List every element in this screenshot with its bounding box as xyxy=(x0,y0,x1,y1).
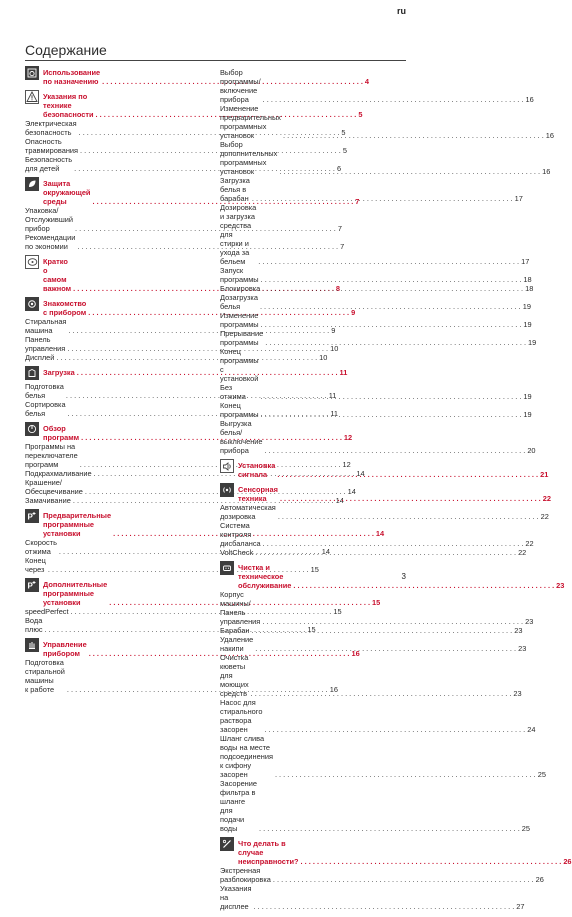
toc-entry-label: Шланг слива воды на месте подсоединения к сифону засорен xyxy=(220,734,273,779)
toc-entry xyxy=(220,626,523,635)
toc-entry-page: 7 xyxy=(355,197,360,206)
washing-machine-icon xyxy=(25,66,39,80)
toc-item xyxy=(25,206,342,233)
toc-entry xyxy=(220,68,534,104)
toc-entry-page: 10 xyxy=(330,344,339,353)
toc-entry-page: 11 xyxy=(339,368,348,377)
toc-entry-page: 7 xyxy=(337,224,342,233)
toc-entry-page: 14 xyxy=(321,547,330,556)
toc-entry-page: 19 xyxy=(523,320,532,329)
eco-leaf-icon xyxy=(25,177,39,191)
toc-item xyxy=(220,104,554,140)
toc-item xyxy=(220,503,549,521)
toc-entry-page: 26 xyxy=(563,857,572,866)
toc-entry-label: Удаление накипи xyxy=(220,635,254,653)
toc-entry-label: Указания по технике безопасности xyxy=(43,92,94,119)
toc-entry-page: 22 xyxy=(518,548,527,557)
toc-entry-label: Знакомство с прибором xyxy=(43,299,87,317)
toc-entry-page: 20 xyxy=(527,446,536,455)
toc-entry-label: Очистка кюветы для моющих средств xyxy=(220,653,249,698)
toc-item xyxy=(220,329,537,347)
toc-entry xyxy=(25,206,342,233)
toc-entry-page: 8 xyxy=(335,284,341,293)
toc-item xyxy=(25,137,347,155)
toc-item xyxy=(220,635,527,653)
dot-leader xyxy=(252,194,513,203)
svg-text:P: P xyxy=(27,512,33,522)
toc-entry-page: 23 xyxy=(518,644,527,653)
toc-entry-label: Стиральная машина xyxy=(25,317,67,335)
toc-entry xyxy=(220,734,546,779)
toc-entry-label: Барабан xyxy=(220,626,250,635)
toc-entry-page: 23 xyxy=(514,626,523,635)
toc-entry-label: Чистка и техническое обслуживание xyxy=(238,563,292,590)
toc-entry-label: Корпус машины/Панель управления xyxy=(220,590,261,626)
toc-entry-page: 21 xyxy=(540,470,549,479)
hand-control-icon xyxy=(25,638,39,652)
toc-entry-page: 9 xyxy=(351,308,356,317)
toc-entry xyxy=(25,233,345,251)
dot-leader xyxy=(260,302,521,311)
toc-entry-page: 12 xyxy=(342,460,351,469)
toc-entry xyxy=(220,590,534,626)
toc-entry xyxy=(25,496,344,505)
program-dial-icon xyxy=(25,422,39,436)
toc-entry xyxy=(220,503,549,521)
toc-entry-label: Панель управления xyxy=(25,335,66,353)
toc-item xyxy=(25,607,342,616)
toc-item xyxy=(220,419,536,455)
dot-leader xyxy=(261,320,522,329)
dot-leader xyxy=(262,617,523,626)
dot-leader xyxy=(251,626,512,635)
toc-item xyxy=(220,68,534,104)
toc-section-header xyxy=(220,461,549,479)
toc-item xyxy=(25,353,328,362)
toc-entry-page: 19 xyxy=(523,392,532,401)
toc-entry xyxy=(220,266,532,284)
toc-section-header xyxy=(25,368,348,382)
toc-entry-page: 18 xyxy=(525,284,534,293)
toc-entry xyxy=(25,556,319,574)
toc-entry-page: 18 xyxy=(523,275,532,284)
toc-entry xyxy=(220,635,527,653)
toc-entry-page: 14 xyxy=(335,496,344,505)
toc-entry-page: 23 xyxy=(556,581,565,590)
toc-entry-label: Безопасность для детей xyxy=(25,155,73,173)
toc-entry-page: 22 xyxy=(525,539,534,548)
toc-entry xyxy=(220,104,554,140)
language-code: ru xyxy=(397,6,406,16)
toc-entry-page: 17 xyxy=(521,257,530,266)
cleaning-sponge-icon xyxy=(220,561,234,575)
dot-leader xyxy=(264,725,525,734)
toc-entry-label: Насос для стирального раствора засорен xyxy=(220,698,263,734)
toc-entry-page: 7 xyxy=(340,242,345,251)
page-title: Содержание xyxy=(25,42,107,58)
laundry-load-icon xyxy=(25,366,39,380)
toc-entry-label: Предварительные программные установки xyxy=(43,511,112,538)
toc-entry-label: Прерывание программы xyxy=(220,329,264,347)
dot-leader xyxy=(301,857,562,866)
toc-entry-label: Выгрузка белья/выключение прибора xyxy=(220,419,263,455)
toc-item xyxy=(25,233,345,251)
toc-entry xyxy=(220,140,551,176)
toc-item xyxy=(220,590,534,626)
toc-item xyxy=(220,698,536,734)
sensor-icon xyxy=(220,483,234,497)
toc-entry xyxy=(220,866,544,884)
toc-entry-label: Сенсорная техника xyxy=(238,485,278,503)
toc-section-header xyxy=(220,485,551,503)
toc-item xyxy=(220,266,532,284)
toc-entry-label: Конец через xyxy=(25,556,46,574)
toc-item xyxy=(220,293,531,311)
toc-entry-page: 22 xyxy=(540,512,549,521)
toc-section-heading xyxy=(238,839,572,866)
toc-entry-label: Подкрахмаливание xyxy=(25,469,92,478)
toc-entry-page: 16 xyxy=(542,167,551,176)
toc-entry-label: VoltCheck xyxy=(220,548,254,557)
toc-entry-label: Управление прибором xyxy=(43,640,87,658)
toc-entry xyxy=(220,284,534,293)
toc-entry xyxy=(220,176,523,203)
toc-entry xyxy=(220,419,536,455)
toc-entry-label: Рекомендации по экономии xyxy=(25,233,76,251)
toc-item xyxy=(220,401,532,419)
toc-entry xyxy=(220,653,522,698)
toc-section-header xyxy=(25,580,381,607)
toc-entry xyxy=(220,329,537,347)
toc-entry-page: 5 xyxy=(342,146,347,155)
toc-section-header xyxy=(25,92,363,119)
toc-entry-label: Крашение/Обесцвечивание xyxy=(25,478,83,496)
toc-entry-page: 14 xyxy=(347,487,356,496)
toc-entry xyxy=(25,382,337,400)
toc-entry xyxy=(25,137,347,155)
toc-entry-page: 11 xyxy=(328,391,337,400)
dot-leader xyxy=(258,257,519,266)
toc-entry-label: Конец программы с установкой Без отжима xyxy=(220,347,259,401)
title-divider xyxy=(25,60,406,61)
toc-entry-label: Засорение фильтра в шланге для подачи воды xyxy=(220,779,258,833)
toc-section xyxy=(220,461,549,479)
toc-item xyxy=(220,626,523,635)
toc-section xyxy=(220,839,572,911)
toc-entry-label: Дополнительные программные установки xyxy=(43,580,108,607)
dot-leader xyxy=(259,824,520,833)
dot-leader xyxy=(275,770,536,779)
question-troubleshoot-icon xyxy=(220,837,234,851)
dot-leader xyxy=(263,95,524,104)
toc-entry-label: Электрическая безопасность xyxy=(25,119,77,137)
dot-leader xyxy=(293,581,554,590)
toc-entry-page: 15 xyxy=(310,565,319,574)
toc-entry-page: 16 xyxy=(329,685,338,694)
toc-entry-label: Подготовка белья xyxy=(25,382,64,400)
toc-item xyxy=(220,347,532,401)
toc-entry-label: Вода плюс xyxy=(25,616,43,634)
toc-entry-label: Использование по назначению xyxy=(43,68,101,86)
toc-entry xyxy=(220,779,531,833)
toc-entry-page: 17 xyxy=(514,194,523,203)
page-number: 3 xyxy=(401,572,406,581)
toc-entry-label: Выбор дополнительных программных установок xyxy=(220,140,278,176)
toc-entry-page: 12 xyxy=(343,433,353,442)
toc-entry-page: 16 xyxy=(525,95,534,104)
dot-leader xyxy=(254,902,515,911)
toc-entry-page: 10 xyxy=(319,353,328,362)
toc-item xyxy=(220,653,522,698)
toc-entry-page: 15 xyxy=(333,607,342,616)
toc-entry-page: 6 xyxy=(336,164,342,173)
dot-leader xyxy=(261,410,522,419)
toc-entry-page: 15 xyxy=(372,598,381,607)
toc-section-heading xyxy=(238,485,551,503)
toc-entry-page: 5 xyxy=(358,110,363,119)
toc-entry-page: 23 xyxy=(525,617,534,626)
toc-entry-page: 16 xyxy=(351,649,360,658)
machine-overview-icon xyxy=(25,297,39,311)
dot-leader xyxy=(265,446,526,455)
toc-entry-label: Установка сигнала xyxy=(238,461,276,479)
toc-item xyxy=(220,779,531,833)
toc-entry-page: 19 xyxy=(522,302,531,311)
toc-item xyxy=(220,884,525,911)
info-cloud-icon xyxy=(25,255,39,269)
toc-entry-label: Упаковка/Отслуживший прибор xyxy=(25,206,74,233)
toc-item xyxy=(25,556,319,574)
dot-leader xyxy=(280,494,541,503)
toc-entry xyxy=(220,293,531,311)
dot-leader xyxy=(261,392,522,401)
toc-entry-label: speedPerfect xyxy=(25,607,69,616)
toc-entry-page: 14 xyxy=(356,469,365,478)
toc-entry-label: Программы на переключателе программ xyxy=(25,442,78,469)
toc-entry-page: 24 xyxy=(527,725,536,734)
dot-leader xyxy=(263,539,524,548)
toc-entry-label: Конец программы xyxy=(220,401,259,419)
toc-entry-label: Защита окружающей среды xyxy=(43,179,91,206)
toc-entry-label: Дозагрузка белья xyxy=(220,293,258,311)
toc-entry-label: Изменение программы xyxy=(220,311,259,329)
toc-item xyxy=(25,382,337,400)
toc-entry-page: 27 xyxy=(516,902,525,911)
svg-text:P: P xyxy=(27,581,33,591)
toc-item xyxy=(220,734,546,779)
dot-leader xyxy=(283,131,544,140)
toc-entry-label: Опасность травмирования xyxy=(25,137,79,155)
toc-entry xyxy=(220,203,530,266)
toc-item xyxy=(220,521,534,548)
toc-entry-page: 11 xyxy=(330,409,339,418)
dot-leader xyxy=(265,338,526,347)
toc-entry-label: Экстренная разблокировка xyxy=(220,866,271,884)
warning-triangle-icon xyxy=(25,90,39,104)
toc-entry-label: Сортировка белья xyxy=(25,400,66,418)
toc-entry-page: 16 xyxy=(545,131,554,140)
toc-right-column xyxy=(220,68,572,917)
dot-leader xyxy=(273,875,534,884)
toc-entry-label: Обзор программ xyxy=(43,424,80,442)
toc-entry-page: 25 xyxy=(537,770,546,779)
toc-entry-label: Дозировка и загрузка средства для стирки и ухода за бельем xyxy=(220,203,257,266)
toc-entry-label: Подготовка стиральной машины к работе xyxy=(25,658,65,694)
dot-leader xyxy=(277,470,538,479)
dot-leader xyxy=(278,512,539,521)
toc-entry-page: 15 xyxy=(307,625,316,634)
toc-entry-label: Загрузка xyxy=(43,368,75,377)
toc-entry-page: 9 xyxy=(331,326,336,335)
toc-entry xyxy=(220,698,536,734)
dot-leader xyxy=(261,275,522,284)
toc-section-header xyxy=(220,563,565,590)
toc-entry-label: Загрузка белья в барабан xyxy=(220,176,250,203)
toc-entry xyxy=(220,548,527,557)
toc-entry-label: Изменение предварительных программных установок xyxy=(220,104,281,140)
toc-item xyxy=(25,442,351,469)
toc-entry xyxy=(25,442,351,469)
toc-item xyxy=(220,866,544,884)
toc-entry-page: 5 xyxy=(341,128,346,137)
toc-entry-page: 25 xyxy=(521,824,531,833)
toc-entry-label: Что делать в случае неисправности? xyxy=(238,839,299,866)
toc-section xyxy=(220,563,565,833)
toc-entry xyxy=(220,521,534,548)
toc-entry-page: 23 xyxy=(513,689,522,698)
dot-leader xyxy=(255,548,516,557)
toc-entry xyxy=(220,884,525,911)
toc-entry-label: Дисплей xyxy=(25,353,55,362)
toc-entry-page: 22 xyxy=(542,494,551,503)
toc-entry-label: Система контроля дисбаланса xyxy=(220,521,261,548)
dot-leader xyxy=(255,644,516,653)
toc-entry-label: Автоматическая дозировка xyxy=(220,503,276,521)
toc-item xyxy=(220,548,527,557)
toc-item xyxy=(220,311,532,329)
toc-entry xyxy=(220,347,532,401)
toc-item xyxy=(220,203,530,266)
toc-entry-page: 4 xyxy=(364,77,370,86)
toc-entry-page: 19 xyxy=(528,338,537,347)
toc-section xyxy=(220,68,554,455)
toc-entry-label: Выбор программы/включение прибора xyxy=(220,68,261,104)
toc-entry-label: Скорость отжима xyxy=(25,538,57,556)
toc-item xyxy=(25,496,344,505)
toc-entry xyxy=(220,311,532,329)
toc-entry-page: 14 xyxy=(375,529,385,538)
toc-entry-label: Указания на дисплее xyxy=(220,884,252,911)
plus-settings-icon xyxy=(25,509,39,523)
toc-item xyxy=(220,284,534,293)
toc-entry xyxy=(220,401,532,419)
toc-entry-label: Замачивание xyxy=(25,496,71,505)
toc-item xyxy=(220,176,523,203)
toc-section xyxy=(220,485,551,557)
dot-leader xyxy=(279,167,540,176)
toc-section-header xyxy=(220,839,572,866)
toc-entry xyxy=(25,607,342,616)
toc-entry-page: 26 xyxy=(535,875,544,884)
speaker-icon xyxy=(220,459,234,473)
toc-entry-label: Блокировка xyxy=(220,284,261,293)
dot-leader xyxy=(262,284,523,293)
toc-entry-page: 19 xyxy=(523,410,532,419)
toc-entry-label: Запуск программы xyxy=(220,266,259,284)
toc-section-heading xyxy=(238,461,548,479)
toc-entry-label: Кратко о самом важном xyxy=(43,257,72,293)
plus-settings-icon xyxy=(25,578,39,592)
toc-item xyxy=(220,140,551,176)
dot-leader xyxy=(251,689,512,698)
toc-entry xyxy=(25,353,328,362)
